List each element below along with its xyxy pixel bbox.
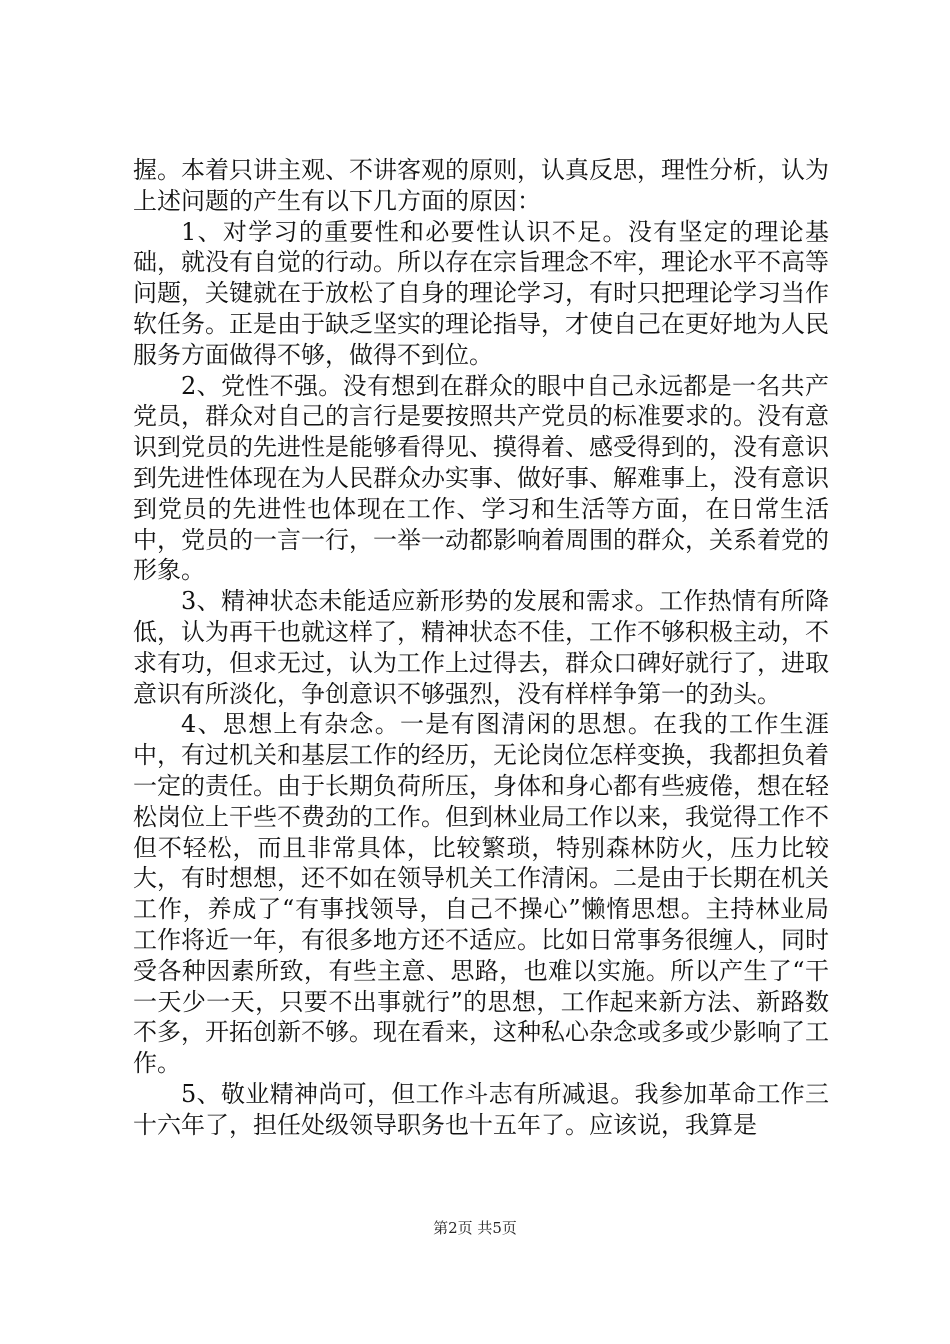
paragraph-continuation: 握。本着只讲主观、不讲客观的原则，认真反思，理性分析，认为上述问题的产生有以下几方面的原因： — [133, 156, 829, 215]
body-text — [133, 155, 829, 1141]
paragraph-reason-3: 3、精神状态未能适应新形势的发展和需求。工作热情有所降低，认为再干也就这样了，精神状态不佳，工作不够积极主动，不求有功，但求无过，认为工作上过得去，群众口碑好就行了，进取意识有所淡化，争创意识不够强烈，没有样样争第一的劲头。 — [133, 587, 829, 708]
paragraph-reason-1: 1、对学习的重要性和必要性认识不足。没有坚定的理论基础，就没有自觉的行动。所以存在宗旨理念不牢，理论水平不高等问题，关键就在于放松了自身的理论学习，有时只把理论学习当作软任务。正是由于缺乏坚实的理论指导，才使自己在更好地为人民服务方面做得不够，做得不到位。 — [133, 217, 829, 369]
paragraph-reason-2: 2、党性不强。没有想到在群众的眼中自己永远都是一名共产党员，群众对自己的言行是要按照共产党员的标准要求的。没有意识到党员的先进性是能够看得见、摸得着、感受得到的，没有意识到先进性体现在为人民群众办实事、做好事、解难事上，没有意识到党员的先进性也体现在工作、学习和生活等方面，在日常生活中，党员的一言一行，一举一动都影响着周围的群众，关系着党的形象。 — [133, 371, 829, 585]
page-number-footer: 第2页 共5页 — [433, 1219, 517, 1237]
paragraph-reason-5: 5、敬业精神尚可，但工作斗志有所减退。我参加革命工作三十六年了，担任处级领导职务也十五年了。应该说，我算是 — [133, 1079, 829, 1139]
paragraph-reason-4: 4、思想上有杂念。一是有图清闲的思想。在我的工作生涯中，有过机关和基层工作的经历，无论岗位怎样变换，我都担负着一定的责任。由于长期负荷所压，身体和身心都有些疲倦，想在轻松岗位上干些不费劲的工作。但到林业局工作以来，我觉得工作不但不轻松，而且非常具体，比较繁琐，特别森林防火，压力比较大，有时想想，还不如在领导机关工作清闲。二是由于长期在机关工作，养成了“有事找领导，自己不操心”懒惰思想。主持林业局工作将近一年，有很多地方还不适应。比如日常事务很缠人，同时受各种因素所致，有些主意、思路，也难以实施。所以产生了“干一天少一天，只要不出事就行”的思想，工作起来新方法、新路数不多，开拓创新不够。现在看来，这种私心杂念或多或少影响了工作。 — [133, 710, 829, 1078]
